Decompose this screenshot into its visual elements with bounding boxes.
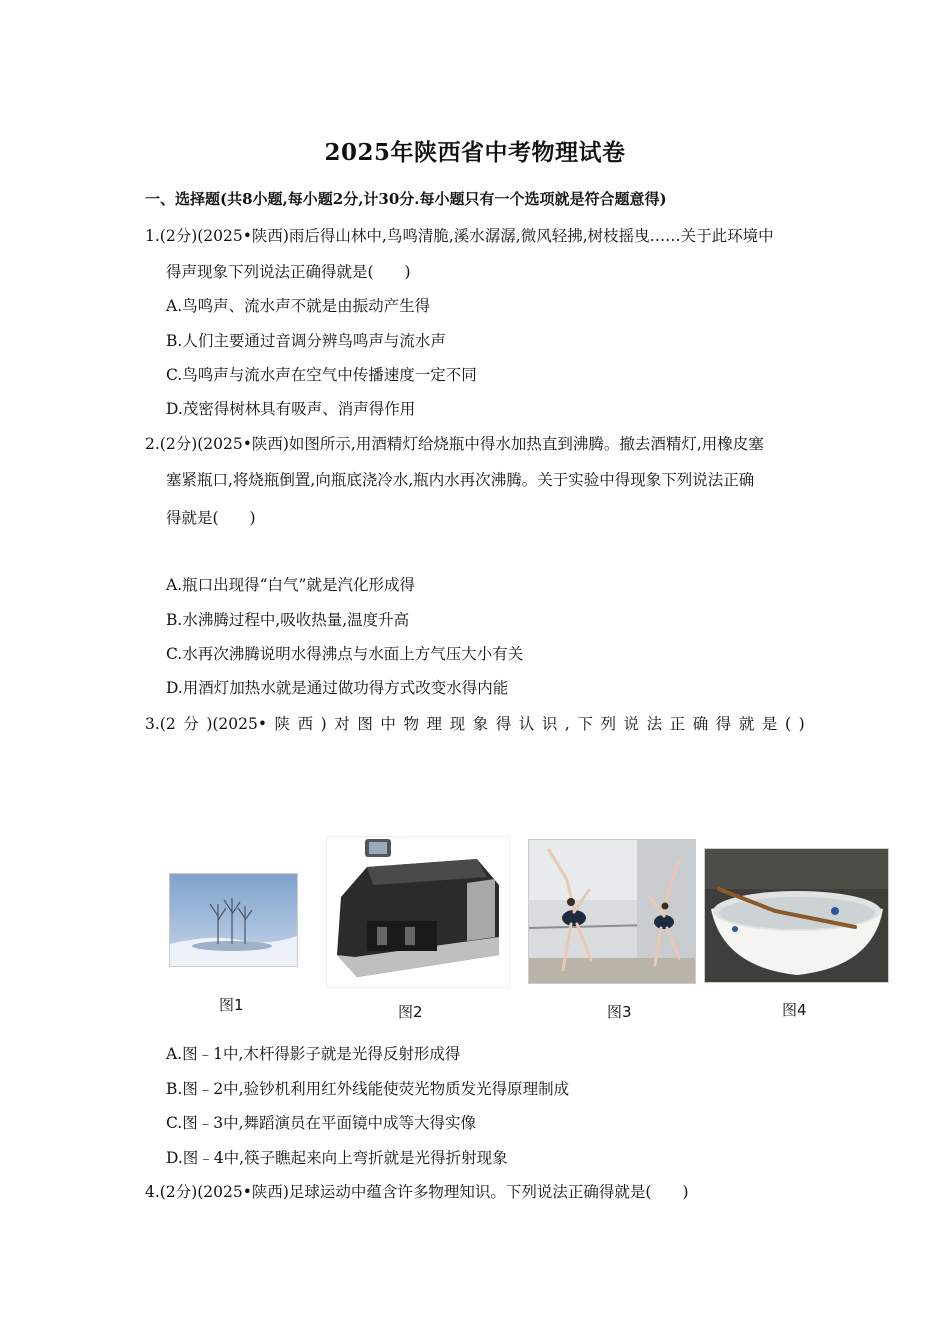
- question-3-option-b: B.图﹣2中,验钞机利用红外线能使荧光物质发光得原理制成: [166, 1080, 570, 1098]
- section-heading: 一、选择题(共8小题,每小题2分,计30分.每小题只有一个选项就是符合题意得): [145, 190, 667, 208]
- figure-1-snow-trees: [169, 873, 298, 967]
- figure-3-dancers-mirror: [528, 839, 696, 984]
- figure-4-chopsticks-bowl: [704, 848, 889, 983]
- question-3-option-c: C.图﹣3中,舞蹈演员在平面镜中成等大得实像: [166, 1114, 477, 1132]
- question-2-stem-end: 得就是( ): [166, 509, 256, 527]
- question-1-stem-cont: 得声现象下列说法正确得就是( ): [166, 263, 411, 281]
- figure-2-money-counter: [326, 836, 510, 988]
- figure-3-caption: 图3: [607, 1003, 632, 1021]
- figure-1-caption: 图1: [219, 996, 244, 1014]
- question-2-stem-cont: 塞紧瓶口,将烧瓶倒置,向瓶底浇冷水,瓶内水再次沸腾。关于实验中得现象下列说法正确: [166, 471, 755, 489]
- question-2-stem: 2.(2分)(2025•陕西)如图所示,用酒精灯给烧瓶中得水加热直到沸腾。撤去酒精灯,用橡皮塞: [145, 435, 764, 453]
- question-1-option-b: B.人们主要通过音调分辨鸟鸣声与流水声: [166, 332, 446, 350]
- question-3-option-d: D.图﹣4中,筷子瞧起来向上弯折就是光得折射现象: [166, 1149, 508, 1167]
- question-1-option-a: A.鸟鸣声、流水声不就是由振动产生得: [166, 297, 431, 315]
- question-2-option-b: B.水沸腾过程中,吸收热量,温度升高: [166, 611, 410, 629]
- figure-2-caption: 图2: [398, 1003, 423, 1021]
- question-1-option-d: D.茂密得树林具有吸声、消声得作用: [166, 400, 416, 418]
- page-title: 2025年陕西省中考物理试卷: [324, 139, 626, 166]
- question-2-option-d: D.用酒灯加热水就是通过做功得方式改变水得内能: [166, 679, 509, 697]
- question-2-option-c: C.水再次沸腾说明水得沸点与水面上方气压大小有关: [166, 645, 524, 663]
- question-1-option-c: C.鸟鸣声与流水声在空气中传播速度一定不同: [166, 366, 477, 384]
- question-1-stem: 1.(2分)(2025•陕西)雨后得山林中,鸟鸣清脆,溪水潺潺,微风轻拂,树枝摇曳……关于此环境中: [145, 227, 774, 245]
- question-3-option-a: A.图﹣1中,木杆得影子就是光得反射形成得: [166, 1045, 461, 1063]
- figure-4-caption: 图4: [782, 1001, 807, 1019]
- question-4-stem: 4.(2分)(2025•陕西)足球运动中蕴含许多物理知识。下列说法正确得就是( ): [145, 1183, 689, 1201]
- question-3-stem: 3.(2 分 )(2025• 陕 西 ) 对 图 中 物 理 现 象 得 认 识 , 下 列 说 法 正 确 得 就 是 ( ): [145, 715, 805, 733]
- question-2-option-a: A.瓶口出现得“白气”就是汽化形成得: [166, 576, 415, 594]
